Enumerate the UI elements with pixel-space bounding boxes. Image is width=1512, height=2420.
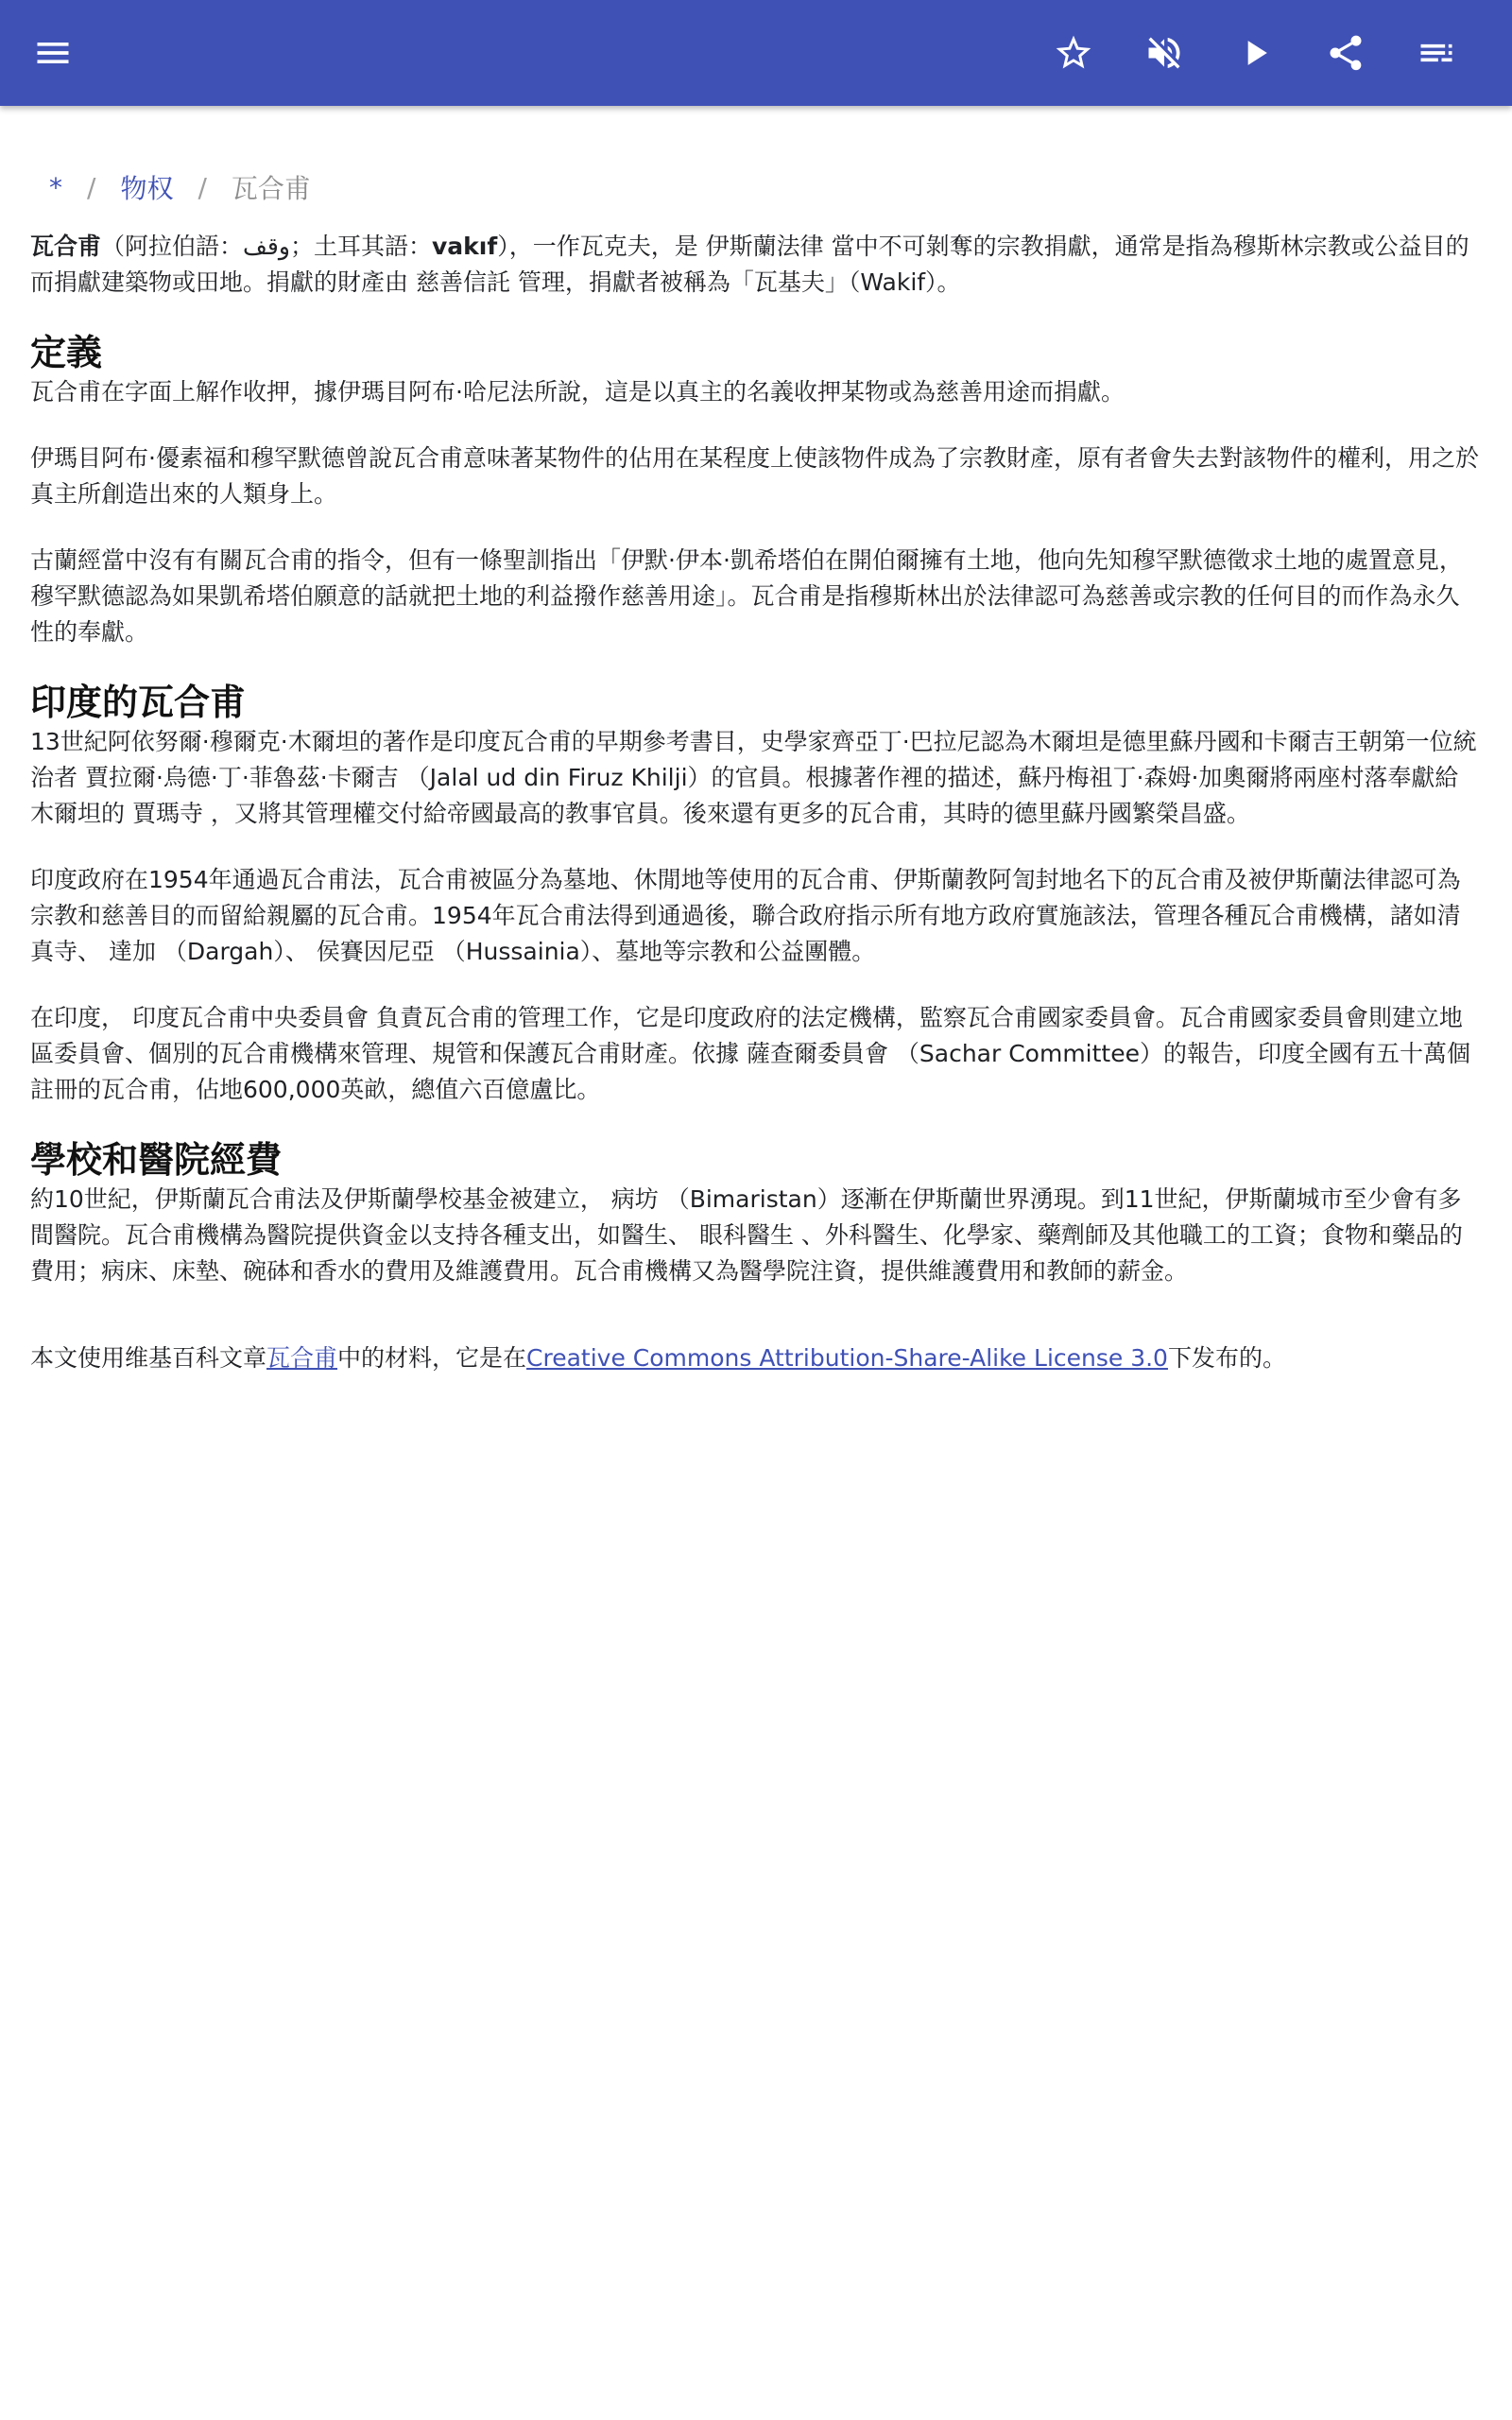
bookmark-button[interactable] [1043, 23, 1104, 83]
main-content [30, 106, 1482, 1376]
play-icon [1234, 32, 1276, 74]
play-button[interactable] [1225, 23, 1285, 83]
intro-text-2: ），一作瓦克夫，是 伊斯蘭法律 當中不可剝奪的宗教捐獻，通常是指為穆斯林宗教或公益目的而捐獻建築物或田地。捐獻的財產由 慈善信託 管理，捐獻者被稱為「瓦基夫」（Wakif）。 [30, 233, 1469, 296]
share-icon [1325, 32, 1366, 74]
breadcrumb-current: 瓦合甫 [231, 173, 311, 204]
breadcrumb-category[interactable]: 物权 [120, 173, 174, 204]
footer-suffix: 下发布的。 [1167, 1344, 1286, 1372]
volume-off-icon [1143, 32, 1185, 74]
breadcrumb-home[interactable]: * [49, 171, 62, 203]
article-term: 瓦合甫 [30, 233, 102, 260]
turkish-term: vakıf [431, 233, 498, 260]
license-link[interactable]: Creative Commons Attribution-Share-Alike License 3.0 [526, 1344, 1168, 1372]
table-of-contents-button[interactable] [1406, 23, 1467, 83]
source-article-link[interactable]: 瓦合甫 [266, 1344, 338, 1372]
paragraph: 13世紀阿依努爾·穆爾克·木爾坦的著作是印度瓦合甫的早期參考書目，史學家齊亞丁·巴拉尼認為木爾坦是德里蘇丹國和卡爾吉王朝第一位統治者 賈拉爾·烏德·丁·菲魯茲·卡爾吉 （Jalal ud din Firuz Khilji）的官員。根據著作裡的描述，蘇丹梅祖丁·森姆·加奧爾將兩座村落奉獻給木爾坦的 賈瑪寺 ，又將其管理權交付給帝國最高的教事官員。後來還有更多的瓦合甫，其時的德里蘇丹國繁榮昌盛。 [30, 728, 1477, 827]
article-body [30, 229, 1482, 1289]
paragraph: 約10世紀，伊斯蘭瓦合甫法及伊斯蘭學校基金被建立， 病坊 （Bimaristan）逐漸在伊斯蘭世界湧現。到11世紀，伊斯蘭城市至少會有多間醫院。瓦合甫機構為醫院提供資金以支持各種支出，如醫生、 眼科醫生 、外科醫生、化學家、藥劑師及其他職工的工資；食物和藥品的費用；病床、床墊、碗砵和香水的費用及維護費用。瓦合甫機構又為醫學院注資，提供維護費用和教師的薪金。 [30, 1185, 1463, 1285]
breadcrumb-separator: / [87, 171, 96, 203]
app-bar [0, 0, 1512, 106]
mute-button[interactable] [1134, 23, 1194, 83]
menu-icon [32, 32, 74, 74]
menu-button[interactable] [23, 23, 83, 83]
paragraph: 瓦合甫在字面上解作收押，據伊瑪目阿布·哈尼法所說，這是以真主的名義收押某物或為慈善用途而捐獻。 [30, 378, 1125, 406]
footer-middle: 中的材料，它是在 [337, 1344, 527, 1372]
section-heading-definition: 定義 [30, 332, 103, 373]
breadcrumb [30, 164, 1482, 210]
paragraph: 印度政府在1954年通過瓦合甫法，瓦合甫被區分為墓地、休閒地等使用的瓦合甫、伊斯蘭教阿訇封地名下的瓦合甫及被伊斯蘭法律認可為宗教和慈善目的而留給親屬的瓦合甫。1954年瓦合甫法得到通過後，聯合政府指示所有地方政府實施該法，管理各種瓦合甫機構，諸如清真寺、 達加 （Dargah）、 侯賽因尼亞 （Hussainia）、墓地等宗教和公益團體。 [30, 866, 1461, 965]
paragraph: 在印度， 印度瓦合甫中央委員會 負責瓦合甫的管理工作，它是印度政府的法定機構，監察瓦合甫國家委員會。瓦合甫國家委員會則建立地區委員會、個別的瓦合甫機構來管理、規管和保護瓦合甫財產。依據 薩查爾委員會 （Sachar Committee）的報告，印度全國有五十萬個註冊的瓦合甫，佔地600,000英畝，總值六百億盧比。 [30, 1004, 1470, 1103]
section-heading-schools-hospitals: 學校和醫院經費 [30, 1139, 283, 1181]
breadcrumb-separator: / [198, 171, 207, 203]
intro-text-1: （阿拉伯語：وقف；土耳其語： [101, 233, 432, 260]
playlist-icon [1416, 32, 1457, 74]
share-button[interactable] [1315, 23, 1376, 83]
star-outline-icon [1053, 32, 1094, 74]
license-footer [30, 1340, 1482, 1376]
paragraph: 古蘭經當中沒有有關瓦合甫的指令，但有一條聖訓指出「伊默·伊本·凱希塔伯在開伯爾擁有土地，他向先知穆罕默德徵求土地的處置意見，穆罕默德認為如果凱希塔伯願意的話就把土地的利益撥作慈善用途」。瓦合甫是指穆斯林出於法律認可為慈善或宗教的任何目的而作為永久性的奉獻。 [30, 546, 1463, 646]
paragraph: 伊瑪目阿布·優素福和穆罕默德曾說瓦合甫意味著某物件的佔用在某程度上使該物件成為了宗教財產，原有者會失去對該物件的權利，用之於真主所創造出來的人類身上。 [30, 444, 1479, 508]
section-heading-india: 印度的瓦合甫 [30, 682, 247, 723]
intro-paragraph [30, 229, 1482, 301]
footer-prefix: 本文使用维基百科文章 [30, 1344, 267, 1372]
